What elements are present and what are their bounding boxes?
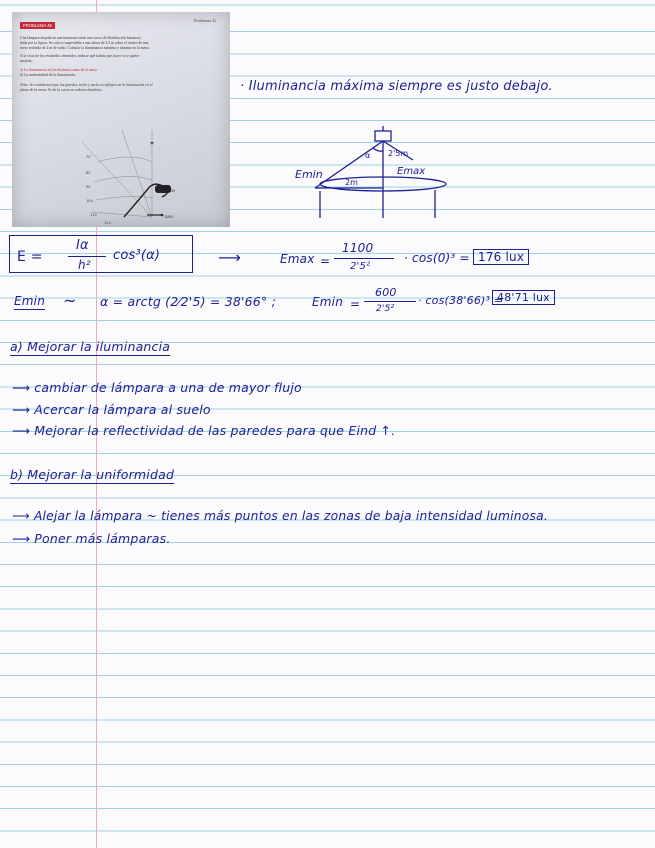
emin-cos: · cos(38'66)³ = [418,294,504,307]
formula-cos: cos³(α) [113,248,161,263]
equals: = [320,254,331,268]
tilde-arrow: ~ [63,291,77,310]
problem-photo [12,12,230,227]
distribution-curve-chart [12,12,230,227]
lamp-table-diagram [285,126,485,226]
formula-e: E [17,249,27,265]
note-line: plano de la mesa. Se da la curva en valores absolutos. [20,88,103,93]
page-header: Problemas 41 [194,18,216,23]
chart-label-600: 600 [168,188,175,193]
statement-line: mejorar: [20,58,33,63]
statement-line: dada por la figura. Se coloca suspendida a una altura de 2,5 m sobre el centro de una [20,41,149,46]
emin-result: 48'71 lux [492,290,555,305]
note-max-illuminance: · Iluminancia máxima siempre es justo debajo. [240,79,553,94]
emax-cos: · cos(0)³ = [404,251,470,265]
radius-label: 2m [345,178,358,187]
height-label: 2'5m [388,149,409,158]
section-b-item: ⟶ Poner más lámparas. [12,531,171,546]
emax-fraction-bar [334,258,394,259]
alpha-expression: α = arctg (2⁄2'5) = 38'66° ; [100,294,276,309]
section-a-item: ⟶ cambiar de lámpara a una de mayor flujo [12,380,302,395]
chart-tick: 90 [86,185,91,189]
statement-line: A la vista de los resultados obtenidos, indicar qué habría que hacer si se quiere [20,53,140,58]
chart-tick: 70 [86,155,91,159]
chart-tick: 100 [86,199,93,203]
chart-tick: 120 [104,221,111,225]
problem-item-a: a) La iluminancia en las distintas zonas de la mesa. [20,68,98,72]
formula-denominator: h² [78,258,91,272]
section-a-item: ⟶ Acercar la lámpara al suelo [12,402,211,417]
emax-label: Emax [397,166,426,177]
statement-line: Una lámpara alojada en una luminaria tiene una curva de distribución luminosa [20,36,141,40]
emin-label: Emin [295,168,323,181]
alpha-label: α [365,151,371,160]
equals: = [350,297,361,311]
chart-label-1100: 1100 [164,214,173,219]
emin-fraction-bar [364,301,416,302]
emax-numerator: 1100 [342,241,374,255]
section-a-title: a) Mejorar la iluminancia [10,339,171,354]
chart-tick: 80 [86,171,91,175]
emax-result: 176 lux [473,249,529,265]
section-b-item: ⟶ Alejar la lámpara ~ tienes más puntos en las zonas de baja intensidad luminosa. [12,509,548,523]
emin-symbol: Emin [312,295,344,309]
note-line: Nota: Se considerará que las paredes, techo y suelo no influyen en la iluminación en el [20,83,153,87]
emax-denominator: 2'5² [350,261,371,272]
emin-numerator: 600 [375,286,397,299]
statement-line: mesa redonda de 2 m de radio. Calcular la iluminancia máxima y mínima en la mesa. [20,46,150,51]
formula-numerator: Iα [76,238,89,253]
problem-badge: PROBLEMA 46 [20,22,55,29]
emin-denominator: 2'5² [376,304,395,314]
problem-item-b: b) La uniformidad de la iluminación. [20,73,77,78]
chart-tick: 110 [90,213,97,217]
section-b-title: b) Mejorar la uniformidad [10,467,175,482]
arrow: ⟶ [218,248,242,267]
formula-lhs: E = [17,249,43,265]
emax-symbol: Emax [280,252,315,266]
emin-heading: Emin [14,294,46,308]
section-a-item: ⟶ Mejorar la reflectividad de las paredes para que Eind ↑. [12,423,396,438]
